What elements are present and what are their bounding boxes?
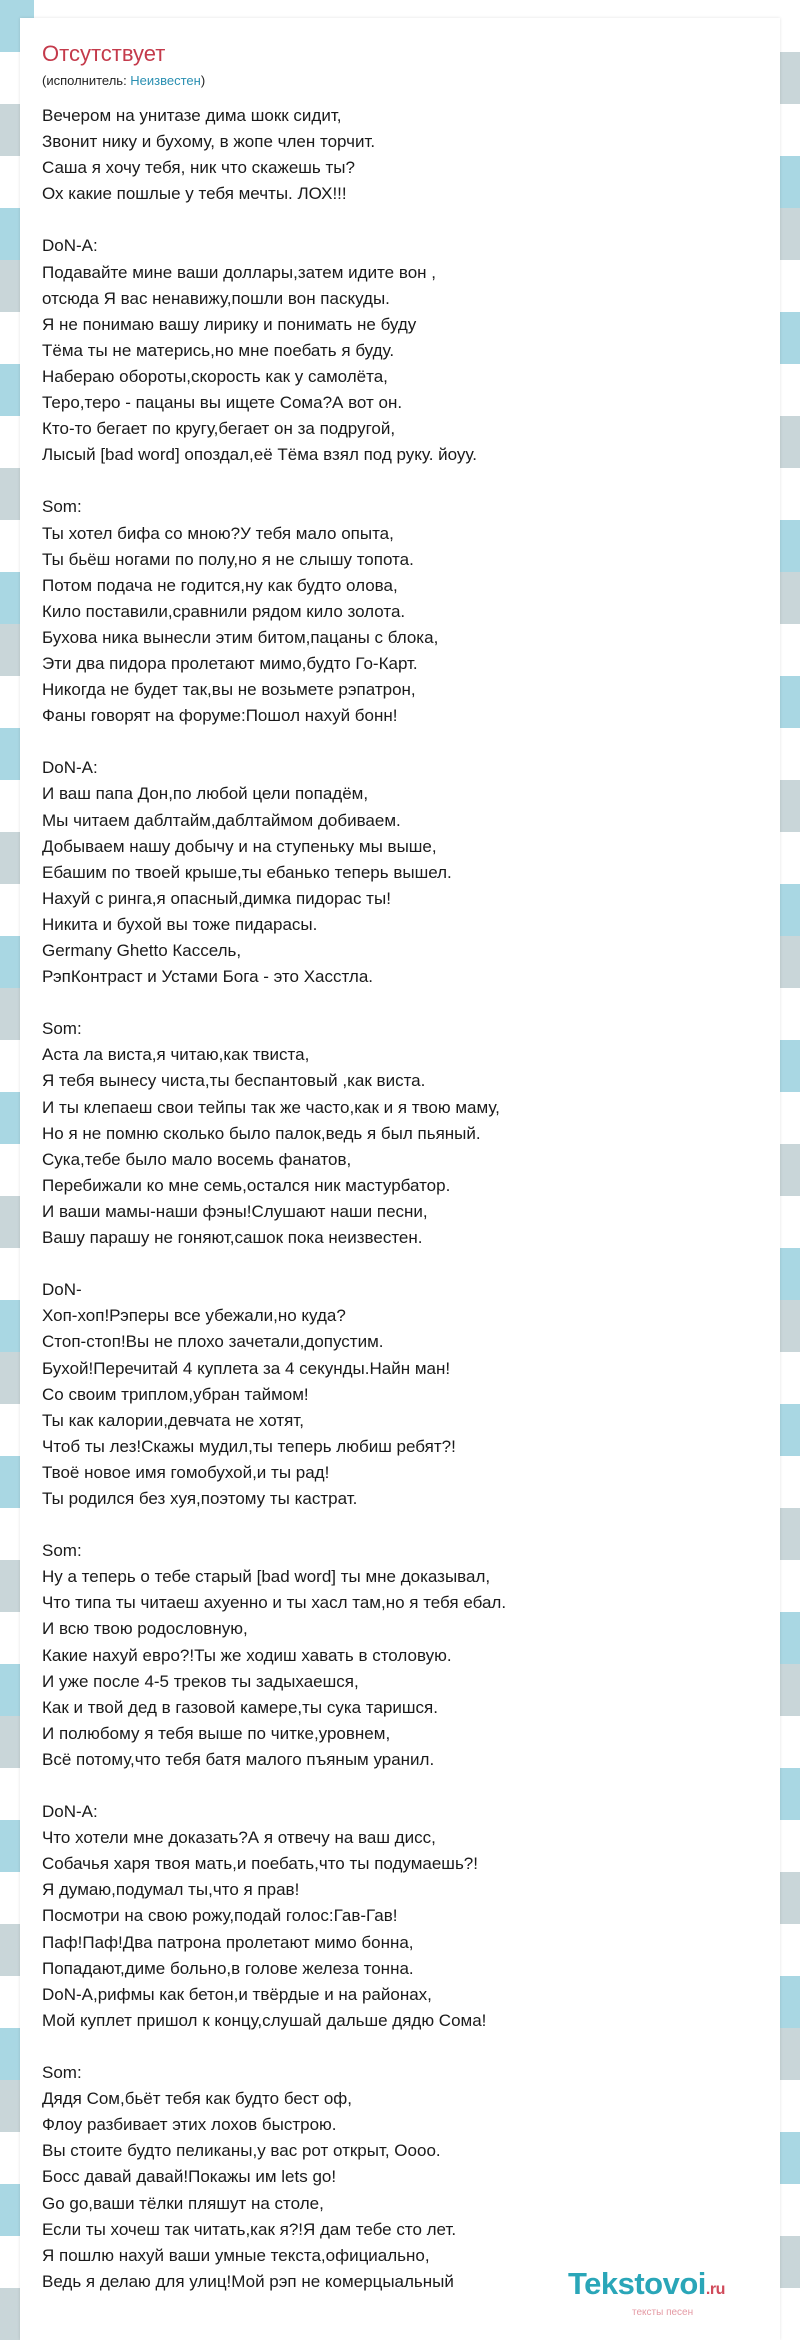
logo-name: Tekstovoi xyxy=(568,2266,706,2301)
song-title: Отсутствует xyxy=(42,41,166,66)
logo-wordmark xyxy=(568,2266,778,2308)
artist-line xyxy=(42,72,205,90)
artist-suffix: ) xyxy=(200,73,206,88)
artist-prefix: (исполнитель: xyxy=(42,73,131,88)
lyrics-card xyxy=(20,18,780,2340)
logo-tagline: тексты песен xyxy=(632,2307,694,2318)
lyrics-text: Вечером на унитазе дима шокк сидит, Звонит нику и бухому, в жопе член торчит. Саша я хочу тебя, ник что скажешь ты? Ох какие пошлые у тебя мечты. ЛОХ!!! DoN-A: Подавайте мине ваши доллары,затем идите вон , отсюда Я вас ненавижу,пошли вон паскуды. Я не понимаю вашу лирику и понимать не буду Тёма ты не матерись,но мне поебать я буду. Набераю обороты,скорость как у самолёта, Теро,теро - пацаны вы ищете Сома?А вот он. Кто-то бегает по кругу,бегает он за подругой, Лысый [bad word] опоздал,её Тёма взял под руку. йоуу. Som: Ты хотел бифа со мною?У тебя мало опыта, Ты бьёш ногами по полу,но я не слышу топота. Потом подача не годится,ну как будто олова, Кило поставили,сравнили рядом кило золота. Бухова ника вынесли этим битом,пацаны с блока, Эти два пидора пролетают мимо,будто Го-Карт. Никогда не будет так,вы не возьмете рэпатрон, Фаны говорят на форуме:Пошол нахуй бонн! DoN-A: И ваш папа Дон,по любой цели попадём, Мы читаем даблтайм,даблтаймом добиваем. Добываем нашу добычу и на ступеньку мы выше, Ебашим по твоей крыше,ты ебанько теперь вышел. Нахуй с ринга,я опасный,димка пидорас ты! Никита и бухой вы тоже пидарасы. Germany Ghetto Кассель, РэпКонтраст и Устами Бога - это Хасстла. Som: Аста ла виста,я читаю,как твиста, Я тебя вынесу чиста,ты беспантовый ,как виста. И ты клепаеш свои тейпы так же часто,как и я твою маму, Но я не помню сколько было палок,ведь я был пьяный. Сука,тебе было мало восемь фанатов, Перебижали ко мне семь,остался ник мастурбатор. И ваши мамы-наши фэны!Слушают наши песни, Вашу парашу не гоняют,сашок пока неизвестен. DoN- Хоп-хоп!Рэперы все убежали,но куда? Стоп-стоп!Вы не плохо зачетали,допустим. Бухой!Перечитай 4 куплета за 4 секунды.Найн ман! Со своим триплом,убран таймом! Ты как калории,девчата не хотят, Чтоб ты лез!Скажы мудил,ты теперь любиш ребят?! Твоё новое имя гомобухой,и ты рад! Ты родился без хуя,поэтому ты кастрат. Som: Ну а теперь о тебе старый [bad word] ты мне доказывал, Что типа ты читаеш ахуенно и ты хасл там,но я тебя ебал. И всю твою родословную, Какие нахуй евро?!Ты же ходиш хавать в столовую. И уже после 4-5 треков ты задыхаешся, Как и твой дед в газовой камере,ты сука таришся. И полюбому я тебя выше по читке,уровнем, Всё потому,что тебя батя малого пъяным уранил. DoN-A: Что хотели мне доказать?А я отвечу на ваш дисс, Собачья харя твоя мать,и поебать,что ты подумаешь?! Я думаю,подумал ты,что я прав! Посмотри на свою рожу,подай голос:Гав-Гав! Паф!Паф!Два патрона пролетают мимо бонна, Попадают,диме больно,в голове железа тонна. DoN-A,рифмы как бетон,и твёрдые и на районах, Мой куплет пришол к концу,слушай дальше дядю Сома! Som: Дядя Сом,бьёт тебя как будто бест оф, Флоу разбивает этих лохов быстрою. Вы стоите будто пеликаны,у вас рот открыт, Оооо. Босс давай давай!Покажы им lets go! Go go,ваши тёлки пляшут на столе, Если ты хочеш так читать,как я?!Я дам тебе сто лет. Я пошлю нахуй ваши умные текста,официально, Ведь я делаю для улиц!Мой рэп не комерцыальный xyxy=(42,106,507,2291)
site-logo[interactable] xyxy=(568,2266,778,2324)
logo-tld: .ru xyxy=(705,2281,725,2298)
artist-link[interactable]: Неизвестен xyxy=(130,73,201,88)
